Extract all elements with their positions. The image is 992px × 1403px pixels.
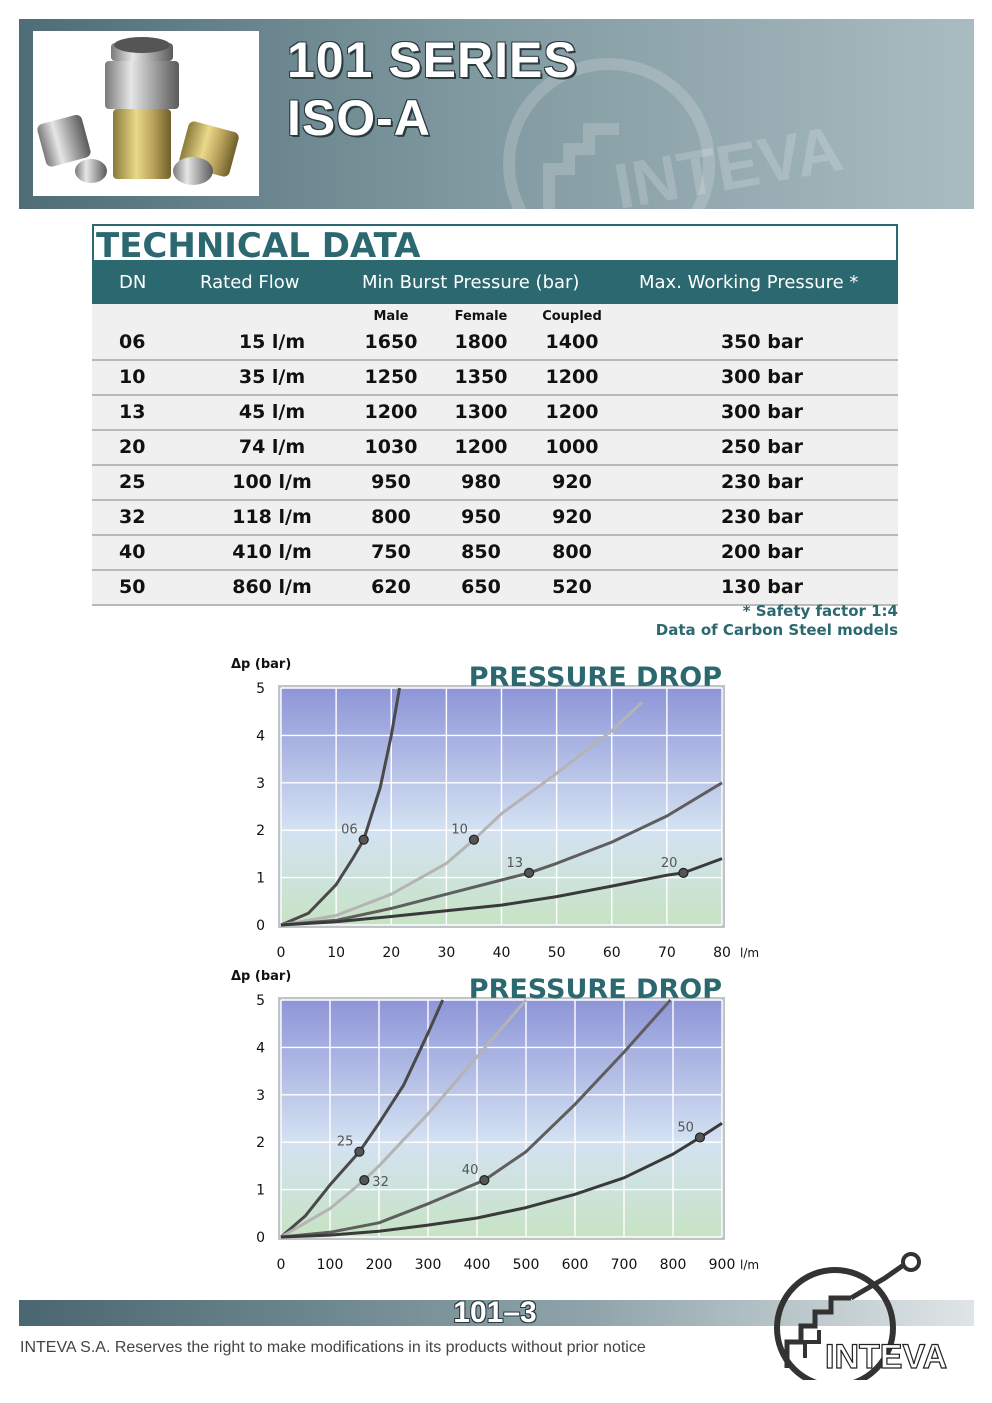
series-label-40: 40 bbox=[461, 1163, 479, 1179]
page-number: 101–3 bbox=[453, 1296, 537, 1329]
cell-dn: 06 bbox=[119, 331, 146, 353]
x-tick-label: 50 bbox=[547, 945, 566, 961]
pressure-drop-chart-2 bbox=[0, 962, 992, 1282]
cell-burst-female: 1200 bbox=[454, 436, 508, 458]
cell-working-pressure: 350 bar bbox=[720, 331, 804, 353]
table-row bbox=[92, 431, 898, 466]
cell-burst-female: 980 bbox=[461, 471, 501, 493]
cell-dn: 13 bbox=[119, 401, 146, 423]
logo-text: INTEVA bbox=[825, 1338, 948, 1376]
x-tick-label: 30 bbox=[437, 945, 456, 961]
x-tick-label: 0 bbox=[276, 1257, 286, 1273]
cell-rated-flow: 410 l/m bbox=[232, 541, 312, 563]
y-tick-label: 2 bbox=[256, 823, 265, 840]
cell-burst-male: 1250 bbox=[364, 366, 418, 388]
subcol-female: Female bbox=[454, 309, 508, 324]
title-line-1: 101 SERIES bbox=[287, 32, 578, 88]
cell-rated-flow: 118 l/m bbox=[232, 506, 312, 528]
cell-burst-coupled: 1000 bbox=[545, 436, 599, 458]
table-footnotes bbox=[656, 602, 898, 640]
cell-dn: 20 bbox=[119, 436, 146, 458]
disclaimer: INTEVA S.A. Reserves the right to make modifications in its products without prior notice bbox=[20, 1339, 646, 1356]
series-marker-20 bbox=[679, 868, 688, 877]
col-dn: DN bbox=[119, 272, 147, 293]
y-tick-label: 1 bbox=[256, 1182, 265, 1199]
cell-rated-flow: 35 l/m bbox=[238, 366, 306, 388]
series-marker-40 bbox=[480, 1176, 489, 1185]
series-label-32: 32 bbox=[372, 1175, 389, 1191]
cell-burst-female: 1350 bbox=[454, 366, 508, 388]
x-tick-label: 700 bbox=[610, 1257, 638, 1273]
x-tick-label: 200 bbox=[365, 1257, 393, 1273]
series-label-10: 10 bbox=[451, 822, 468, 838]
chart-title: PRESSURE DROP bbox=[468, 662, 722, 693]
cell-burst-male: 1030 bbox=[364, 436, 418, 458]
y-tick-label: 3 bbox=[256, 775, 265, 792]
cell-working-pressure: 300 bar bbox=[720, 366, 804, 388]
technical-data-section bbox=[92, 224, 898, 606]
table-row bbox=[92, 466, 898, 501]
table-row bbox=[92, 361, 898, 396]
title-line-2: ISO-A bbox=[287, 90, 431, 146]
cell-burst-female: 850 bbox=[461, 541, 501, 563]
table-row bbox=[92, 501, 898, 536]
cell-rated-flow: 45 l/m bbox=[238, 401, 306, 423]
x-axis-label: l/m bbox=[740, 946, 760, 960]
subcol-male: Male bbox=[373, 309, 409, 324]
cell-working-pressure: 300 bar bbox=[720, 401, 804, 423]
x-tick-label: 70 bbox=[657, 945, 676, 961]
cell-dn: 40 bbox=[119, 541, 146, 563]
cell-burst-coupled: 520 bbox=[552, 576, 592, 598]
x-tick-label: 40 bbox=[492, 945, 511, 961]
technical-data-title-text: TECHNICAL DATA bbox=[96, 226, 421, 260]
cell-working-pressure: 230 bar bbox=[720, 471, 804, 493]
cell-burst-male: 800 bbox=[371, 506, 411, 528]
cell-burst-female: 1300 bbox=[454, 401, 508, 423]
x-tick-label: 400 bbox=[463, 1257, 491, 1273]
cell-rated-flow: 74 l/m bbox=[238, 436, 306, 458]
cell-dn: 32 bbox=[119, 506, 146, 528]
series-marker-32 bbox=[360, 1176, 369, 1185]
cell-working-pressure: 250 bar bbox=[720, 436, 804, 458]
table-row bbox=[92, 326, 898, 361]
cell-dn: 25 bbox=[119, 471, 146, 493]
x-tick-label: 80 bbox=[713, 945, 731, 961]
material-note: Data of Carbon Steel models bbox=[655, 621, 898, 639]
y-tick-label: 5 bbox=[256, 993, 265, 1009]
table-body bbox=[92, 304, 898, 606]
x-tick-label: 0 bbox=[276, 945, 286, 961]
y-tick-label: 5 bbox=[256, 681, 265, 697]
cell-rated-flow: 15 l/m bbox=[238, 331, 306, 353]
table-header bbox=[92, 260, 898, 304]
page-title bbox=[287, 31, 578, 147]
cell-working-pressure: 200 bar bbox=[720, 541, 804, 563]
cell-burst-male: 620 bbox=[371, 576, 411, 598]
cell-rated-flow: 860 l/m bbox=[232, 576, 312, 598]
table-subheader bbox=[92, 304, 898, 326]
cell-burst-female: 650 bbox=[461, 576, 501, 598]
cell-burst-coupled: 800 bbox=[552, 541, 592, 563]
y-axis-label: Δp (bar) bbox=[231, 969, 292, 984]
cell-burst-coupled: 1400 bbox=[545, 331, 599, 353]
cell-burst-coupled: 1200 bbox=[545, 366, 599, 388]
series-marker-25 bbox=[355, 1147, 364, 1156]
cell-burst-female: 1800 bbox=[454, 331, 508, 353]
series-label-50: 50 bbox=[677, 1120, 694, 1136]
cell-burst-female: 950 bbox=[461, 506, 501, 528]
y-tick-label: 2 bbox=[256, 1135, 265, 1152]
y-axis-label: Δp (bar) bbox=[231, 657, 292, 672]
x-axis-label: l/m bbox=[740, 1258, 760, 1272]
series-marker-50 bbox=[695, 1133, 704, 1142]
series-label-20: 20 bbox=[660, 855, 678, 871]
cell-burst-male: 1650 bbox=[364, 331, 418, 353]
y-tick-label: 0 bbox=[256, 1230, 265, 1246]
x-tick-label: 300 bbox=[414, 1257, 442, 1273]
x-tick-label: 20 bbox=[382, 945, 401, 961]
plot-area bbox=[281, 1000, 722, 1237]
series-marker-13 bbox=[525, 868, 534, 877]
series-marker-06 bbox=[359, 835, 368, 844]
cell-burst-coupled: 920 bbox=[552, 506, 592, 528]
product-photo bbox=[33, 31, 259, 196]
cell-dn: 50 bbox=[119, 576, 146, 598]
cell-dn: 10 bbox=[119, 366, 146, 388]
y-tick-label: 4 bbox=[256, 1040, 265, 1057]
table-row bbox=[92, 396, 898, 431]
x-tick-label: 500 bbox=[512, 1257, 540, 1273]
y-tick-label: 0 bbox=[256, 918, 265, 934]
x-tick-label: 600 bbox=[561, 1257, 589, 1273]
cell-burst-male: 750 bbox=[371, 541, 411, 563]
x-tick-label: 60 bbox=[602, 945, 621, 961]
x-tick-label: 10 bbox=[327, 945, 346, 961]
header-banner bbox=[19, 19, 974, 223]
x-tick-label: 800 bbox=[659, 1257, 687, 1273]
pressure-drop-chart-1 bbox=[0, 650, 992, 970]
y-tick-label: 1 bbox=[256, 870, 265, 887]
cell-rated-flow: 100 l/m bbox=[232, 471, 312, 493]
cell-working-pressure: 230 bar bbox=[720, 506, 804, 528]
col-rated-flow: Rated Flow bbox=[200, 272, 300, 293]
subcol-coupled: Coupled bbox=[542, 309, 602, 324]
inteva-logo bbox=[765, 1250, 970, 1380]
table-row bbox=[92, 571, 898, 606]
chart-title: PRESSURE DROP bbox=[468, 974, 722, 1005]
series-label-13: 13 bbox=[506, 855, 524, 871]
series-label-25: 25 bbox=[336, 1134, 354, 1150]
col-working-pressure: Max. Working Pressure * bbox=[639, 272, 859, 293]
cell-burst-coupled: 1200 bbox=[545, 401, 599, 423]
series-label-06: 06 bbox=[341, 822, 358, 838]
cell-burst-coupled: 920 bbox=[552, 471, 592, 493]
y-tick-label: 4 bbox=[256, 728, 265, 745]
series-marker-10 bbox=[469, 835, 478, 844]
cell-burst-male: 1200 bbox=[364, 401, 418, 423]
cell-burst-male: 950 bbox=[371, 471, 411, 493]
technical-data-title bbox=[92, 224, 898, 260]
y-tick-label: 3 bbox=[256, 1087, 265, 1104]
watermark-text: INTEVA bbox=[608, 111, 848, 223]
safety-factor-note: * Safety factor 1:4 bbox=[742, 602, 898, 620]
x-tick-label: 100 bbox=[316, 1257, 344, 1273]
x-tick-label: 900 bbox=[708, 1257, 736, 1273]
cell-working-pressure: 130 bar bbox=[720, 576, 804, 598]
table-row bbox=[92, 536, 898, 571]
col-burst-pressure: Min Burst Pressure (bar) bbox=[362, 272, 580, 293]
